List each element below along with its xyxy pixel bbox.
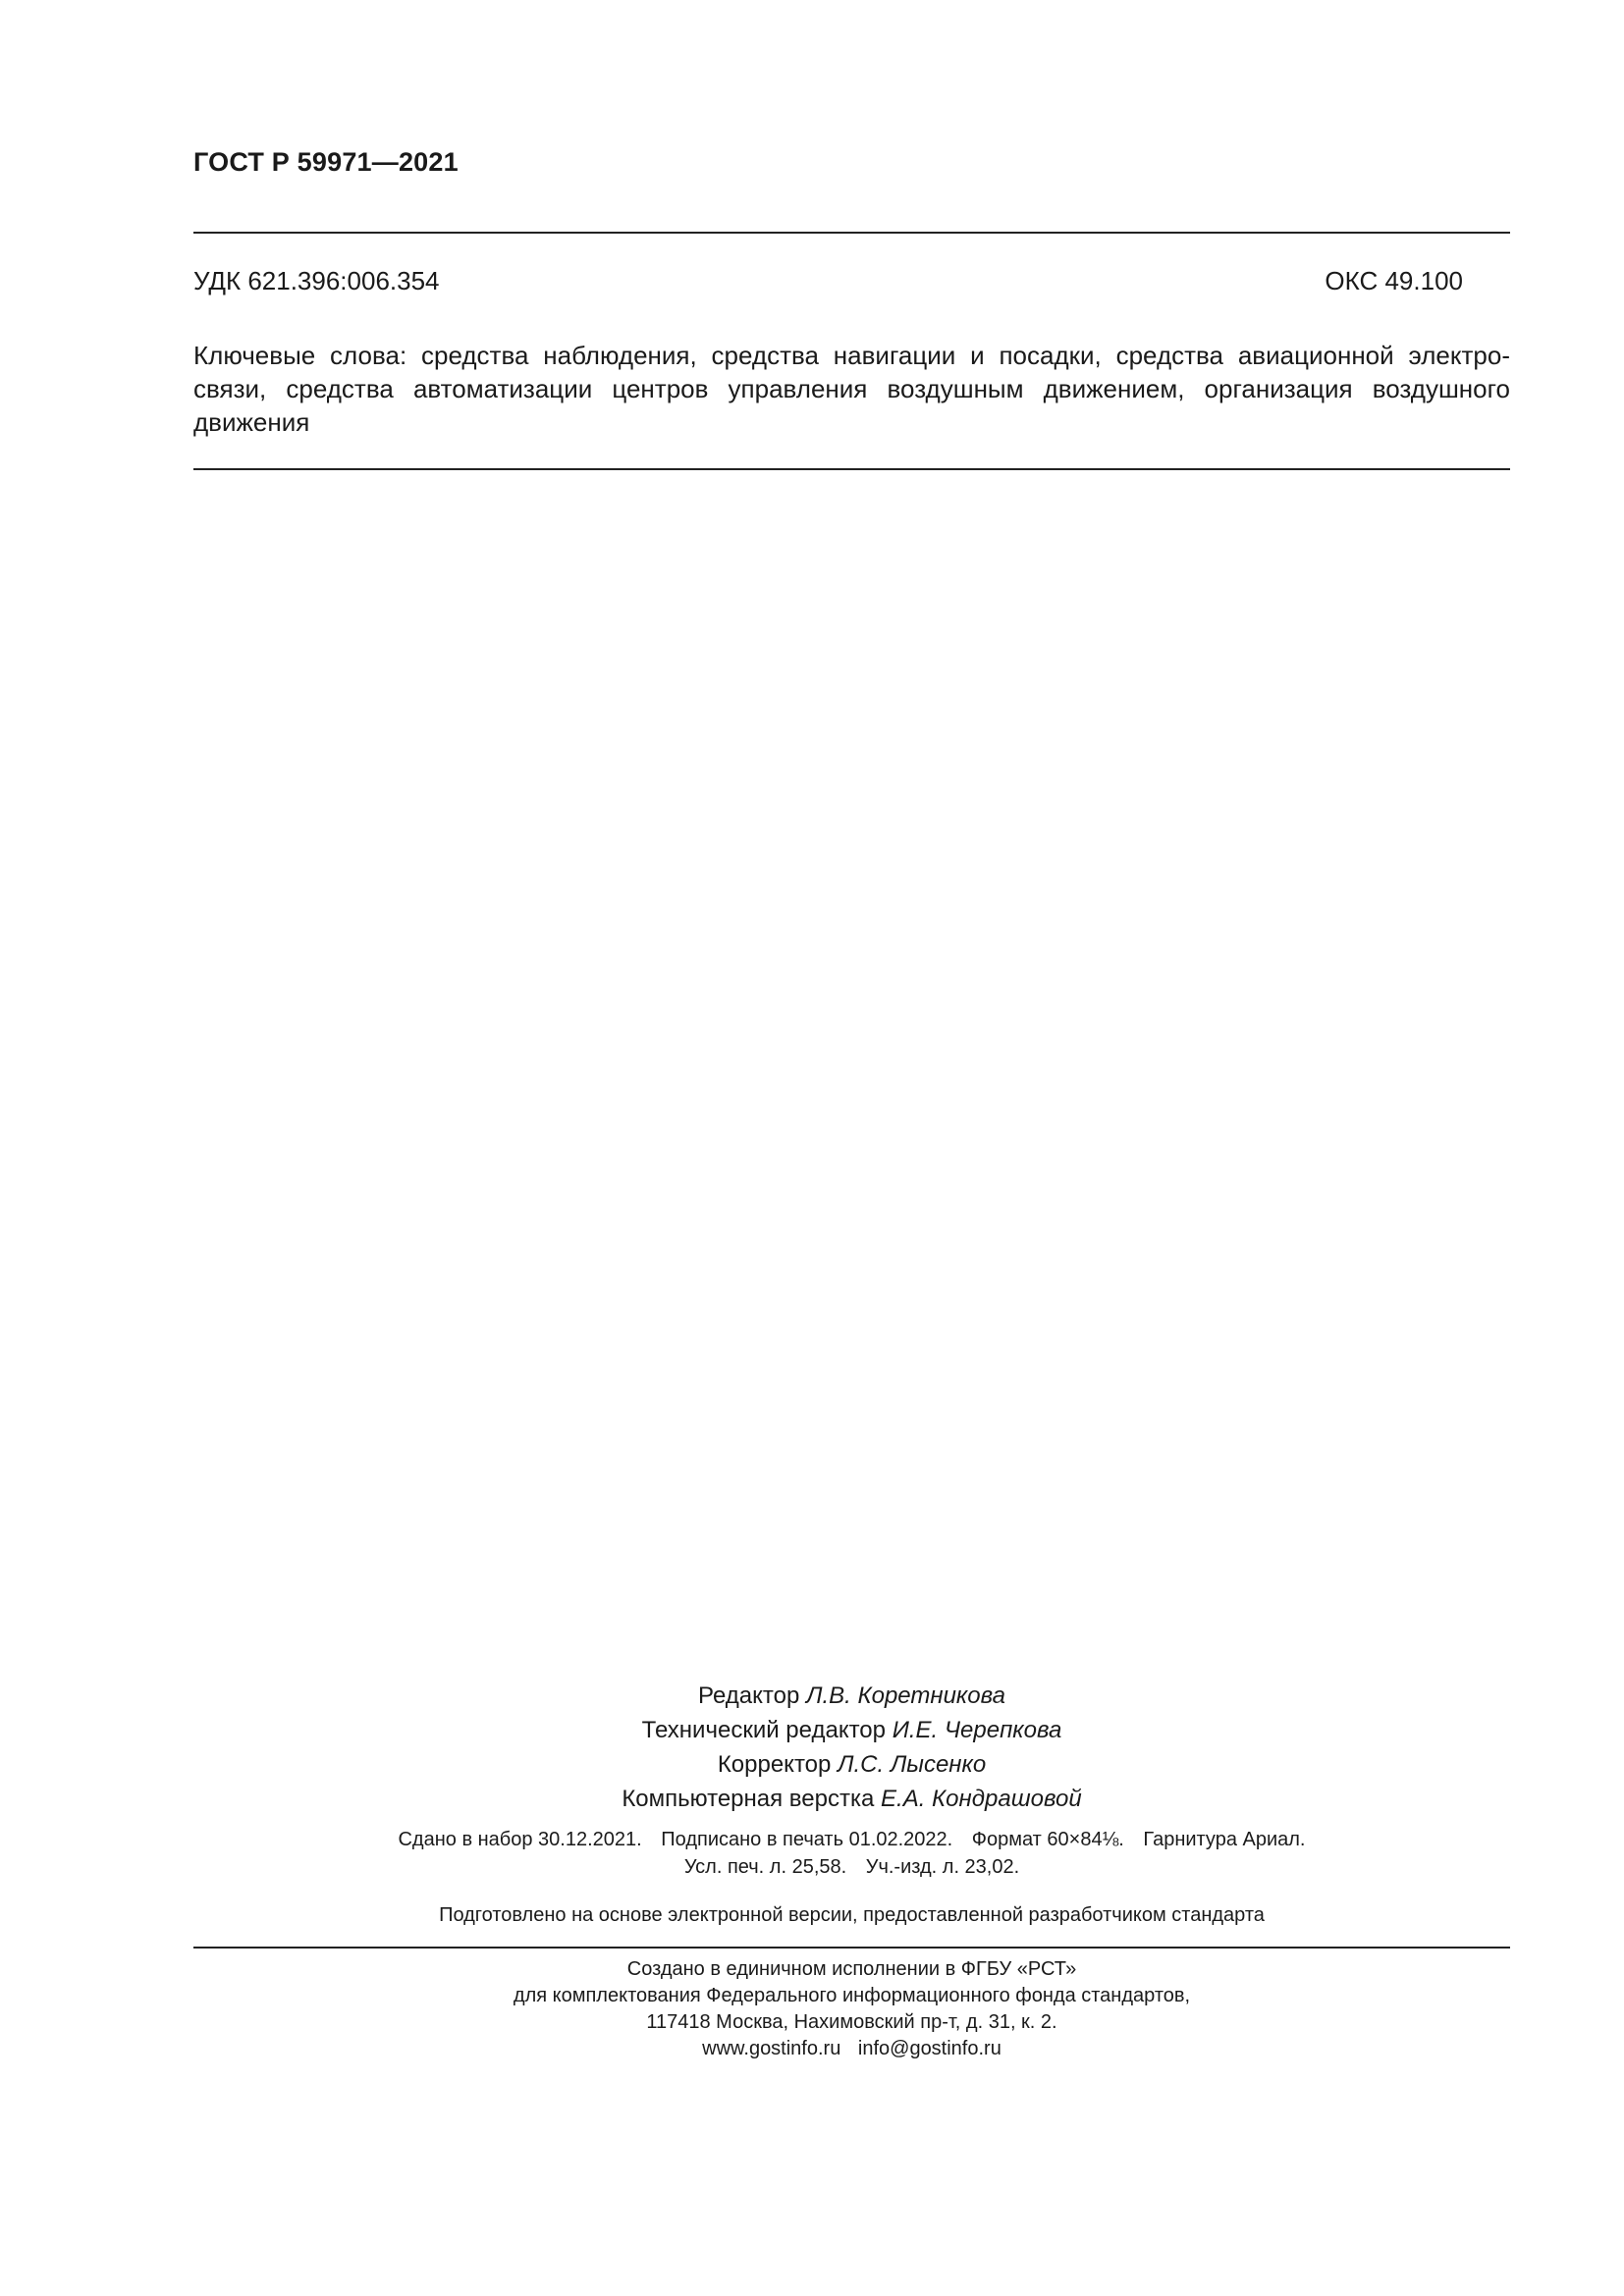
publisher-sheets: Уч.-изд. л. 23,02.: [865, 1856, 1020, 1878]
print-info-line: [193, 1853, 1510, 1881]
footer-line: Создано в единичном исполнении в ФГБУ «РСТ»: [626, 1958, 1077, 1980]
credits-block: [193, 1679, 1510, 1816]
website-link[interactable]: www.gostinfo.ru: [702, 2038, 841, 2059]
credit-name: Л.С. Лысенко: [838, 1751, 987, 1778]
credit-name: Л.В. Коретникова: [806, 1682, 1005, 1709]
keywords-block: [193, 339, 1510, 439]
print-sheets: Усл. печ. л. 25,58.: [683, 1856, 847, 1878]
credit-role: Компьютерная верстка: [622, 1786, 875, 1812]
signed-date: Подписано в печать 01.02.2022.: [661, 1829, 953, 1850]
keywords-line: Ключевые слова: средства наблюдения, средства навигации и посадки, средства авиационной электро-: [193, 341, 1510, 370]
udk-code: УДК 621.396:006.354: [193, 266, 440, 295]
credit-role: Корректор: [717, 1751, 832, 1778]
credit-tech-editor: [193, 1713, 1510, 1747]
publisher-footer: [193, 1956, 1510, 2062]
prepared-note: Подготовлено на основе электронной версии, предоставленной разработчиком стандарта: [439, 1904, 1265, 1926]
print-info-block: [193, 1826, 1510, 1881]
oks-code: ОКС 49.100: [1325, 266, 1463, 295]
classification-row: [193, 266, 1510, 296]
email-link[interactable]: info@gostinfo.ru: [857, 2038, 1001, 2059]
print-info-line: [193, 1826, 1510, 1853]
credit-layout: [193, 1782, 1510, 1816]
paper-format: Формат 60×84⅛.: [971, 1829, 1124, 1850]
credit-role: Редактор: [698, 1682, 800, 1709]
keywords-divider: [193, 468, 1510, 470]
credit-name: Е.А. Кондрашовой: [881, 1786, 1082, 1812]
keywords-line: связи, средства автоматизации центров управления воздушным движением, организация воздушного: [193, 374, 1510, 403]
footer-contacts: [193, 2036, 1510, 2062]
footer-line: 117418 Москва, Нахимовский пр-т, д. 31, к. 2.: [646, 2011, 1057, 2033]
credit-editor: [193, 1679, 1510, 1713]
top-divider: [193, 232, 1510, 234]
typeface: Гарнитура Ариал.: [1143, 1829, 1306, 1850]
typeset-date: Сдано в набор 30.12.2021.: [398, 1829, 642, 1850]
credit-corrector: [193, 1747, 1510, 1782]
footer-line: для комплектования Федерального информационного фонда стандартов,: [513, 1985, 1191, 2006]
footer-divider: [193, 1947, 1510, 1949]
document-code: ГОСТ Р 59971—2021: [193, 147, 459, 177]
keywords-line: движения: [193, 407, 310, 437]
credit-role: Технический редактор: [641, 1717, 887, 1743]
credit-name: И.Е. Черепкова: [892, 1717, 1062, 1743]
